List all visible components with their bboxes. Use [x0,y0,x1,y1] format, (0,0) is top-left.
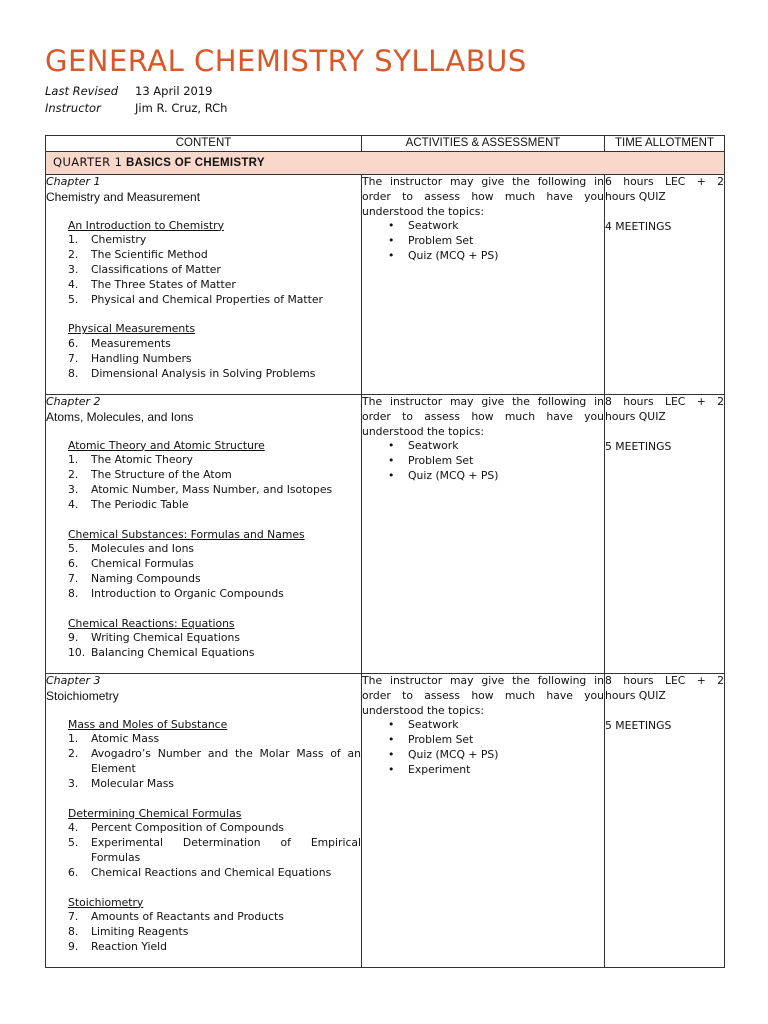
chapter-content [46,674,362,968]
activities-intro: The instructor may give the following in order to assess how much have you understood the topics: [362,175,604,218]
bullet-text: Problem Set [408,454,474,468]
item-text: Molecules and Ions [91,542,195,556]
col-header-time: TIME ALLOTMENT [605,136,725,152]
activity-bullet [388,718,604,733]
time-meetings: 5 MEETINGS [605,718,672,732]
item-number: 3. [68,482,79,496]
section-title: Stoichiometry [68,895,144,909]
item-number: 5. [68,292,79,306]
activity-bullet [388,454,604,469]
activity-bullet [388,469,604,484]
section-title: Physical Measurements [68,322,196,336]
section [46,322,361,381]
section-title: Determining Chemical Formulas [68,806,242,820]
item-text: Limiting Reagents [91,925,189,939]
item-number: 8. [68,366,79,380]
item-text: Physical and Chemical Properties of Matter [91,292,323,306]
list-item [68,572,361,587]
col-header-activities: ACTIVITIES & ASSESSMENT [362,136,605,152]
item-text: Avogadro’s Number and the Molar Mass of an Element [91,747,361,775]
list-item [68,498,361,513]
list-item [68,925,361,940]
bullet-icon: • [388,733,395,747]
time-cell [605,674,725,968]
chapter-row [46,175,725,395]
bullet-text: Seatwork [408,439,459,453]
item-text: The Scientific Method [91,248,208,262]
chapter-number: Chapter 2 [46,395,101,408]
col-header-content: CONTENT [46,136,362,152]
time-hours: 6 hours LEC + 2 hours QUIZ [605,175,724,203]
time-hours: 8 hours LEC + 2 hours QUIZ [605,674,724,702]
activity-bullet [388,763,604,778]
section [46,439,361,513]
item-text: Naming Compounds [91,571,201,585]
bullet-text: Quiz (MCQ + PS) [408,747,499,761]
activities-intro: The instructor may give the following in order to assess how much have you understood the topics: [362,674,604,717]
item-text: Chemistry [91,233,147,247]
list-item [68,587,361,602]
item-text: The Structure of the Atom [91,468,232,482]
meta-last-revised [45,84,213,98]
section-title: Chemical Substances: Formulas and Names [68,527,305,541]
item-text: Dimensional Analysis in Solving Problems [91,366,316,380]
item-number: 7. [68,351,79,365]
chapter-title: Stoichiometry [46,688,119,703]
item-number: 6. [68,337,79,351]
activities-intro: The instructor may give the following in order to assess how much have you understood the topics: [362,395,604,438]
item-text: Chemical Reactions and Chemical Equations [91,865,332,879]
chapter-content [46,395,362,674]
meta-label: Last Revised [45,84,119,98]
quarter-cell [46,152,725,175]
item-number: 3. [68,776,79,790]
section [46,807,361,881]
item-number: 4. [68,821,79,835]
syllabus-table [45,135,725,968]
list-item [68,866,361,881]
section-title: Atomic Theory and Atomic Structure [68,438,265,452]
item-text: Atomic Mass [91,732,160,746]
meta-value: Jim R. Cruz, RCh [135,101,228,115]
activity-bullet [388,234,604,249]
list-item [68,557,361,572]
bullet-icon: • [388,718,395,732]
quarter-label: QUARTER 1 [53,155,123,170]
list-item [68,367,361,382]
list-item [68,453,361,468]
meta-label: Instructor [45,101,101,115]
item-number: 2. [68,747,79,761]
item-text: Molecular Mass [91,776,175,790]
time-meetings: 4 MEETINGS [605,219,672,233]
list-item [68,777,361,792]
list-item [68,542,361,557]
list-item [68,483,361,498]
list-item [68,248,361,263]
time-hours: 8 hours LEC + 2 hours QUIZ [605,395,724,423]
item-number: 7. [68,571,79,585]
item-number: 6. [68,557,79,571]
bullet-icon: • [388,234,395,248]
chapter-row [46,395,725,674]
activity-bullet [388,439,604,454]
section [46,896,361,955]
bullet-text: Quiz (MCQ + PS) [408,468,499,482]
bullet-text: Problem Set [408,234,474,248]
item-number: 4. [68,497,79,511]
bullet-text: Problem Set [408,733,474,747]
chapter-row [46,674,725,968]
chapter-number: Chapter 1 [46,175,101,188]
list-item [68,263,361,278]
section [46,528,361,602]
item-text: Balancing Chemical Equations [91,646,255,660]
item-text: Classifications of Matter [91,262,221,276]
item-number: 7. [68,910,79,924]
meta-instructor [45,101,227,115]
activities-cell [362,674,605,968]
item-text: Amounts of Reactants and Products [91,910,284,924]
item-text: Reaction Yield [91,939,168,953]
section [46,718,361,792]
item-number: 4. [68,277,79,291]
list-item [68,468,361,483]
list-item [68,631,361,646]
item-text: Chemical Formulas [91,557,194,571]
page-title: GENERAL CHEMISTRY SYLLABUS [45,44,527,78]
bullet-icon: • [388,439,395,453]
item-text: Experimental Determination of Empirical Formulas [91,836,361,864]
time-cell [605,175,725,395]
quarter-title: BASICS OF CHEMISTRY [126,157,265,170]
list-item [68,910,361,925]
item-number: 1. [68,233,79,247]
activities-cell [362,395,605,674]
list-item [68,836,361,866]
bullet-icon: • [388,747,395,761]
bullet-text: Quiz (MCQ + PS) [408,248,499,262]
time-cell [605,395,725,674]
item-number: 8. [68,925,79,939]
chapter-content [46,175,362,395]
item-number: 2. [68,468,79,482]
list-item [68,747,361,777]
list-item [68,278,361,293]
bullet-icon: • [388,468,395,482]
item-number: 10. [68,646,86,660]
meta-value: 13 April 2019 [135,84,213,98]
item-number: 5. [68,542,79,556]
item-text: Atomic Number, Mass Number, and Isotopes [91,482,333,496]
activity-bullet [388,219,604,234]
item-number: 1. [68,732,79,746]
item-text: The Periodic Table [91,497,189,511]
section-title: An Introduction to Chemistry [68,218,224,232]
item-text: Measurements [91,337,171,351]
bullet-icon: • [388,454,395,468]
bullet-icon: • [388,762,395,776]
item-text: The Atomic Theory [91,453,193,467]
item-number: 3. [68,262,79,276]
list-item [68,233,361,248]
quarter-row [46,152,725,175]
item-number: 1. [68,453,79,467]
bullet-icon: • [388,248,395,262]
activity-bullet [388,249,604,264]
bullet-text: Experiment [408,762,471,776]
item-number: 9. [68,939,79,953]
section-title: Mass and Moles of Substance [68,717,228,731]
bullet-text: Seatwork [408,219,459,233]
item-text: The Three States of Matter [91,277,236,291]
list-item [68,352,361,367]
list-item [68,293,361,308]
item-number: 2. [68,248,79,262]
section [46,219,361,308]
activities-cell [362,175,605,395]
section [46,617,361,661]
bullet-icon: • [388,219,395,233]
table-header-row [46,136,725,152]
item-number: 9. [68,631,79,645]
item-text: Handling Numbers [91,351,192,365]
time-meetings: 5 MEETINGS [605,439,672,453]
bullet-text: Seatwork [408,718,459,732]
chapter-number: Chapter 3 [46,674,101,687]
chapter-title: Atoms, Molecules, and Ions [46,409,194,424]
item-number: 5. [68,836,79,850]
list-item [68,732,361,747]
chapter-title: Chemistry and Measurement [46,189,201,204]
list-item [68,646,361,661]
list-item [68,337,361,352]
section-title: Chemical Reactions: Equations [68,616,235,630]
item-text: Introduction to Organic Compounds [91,586,284,600]
list-item [68,940,361,955]
activity-bullet [388,748,604,763]
item-text: Writing Chemical Equations [91,631,240,645]
item-text: Percent Composition of Compounds [91,821,285,835]
item-number: 8. [68,586,79,600]
item-number: 6. [68,865,79,879]
activity-bullet [388,733,604,748]
list-item [68,821,361,836]
